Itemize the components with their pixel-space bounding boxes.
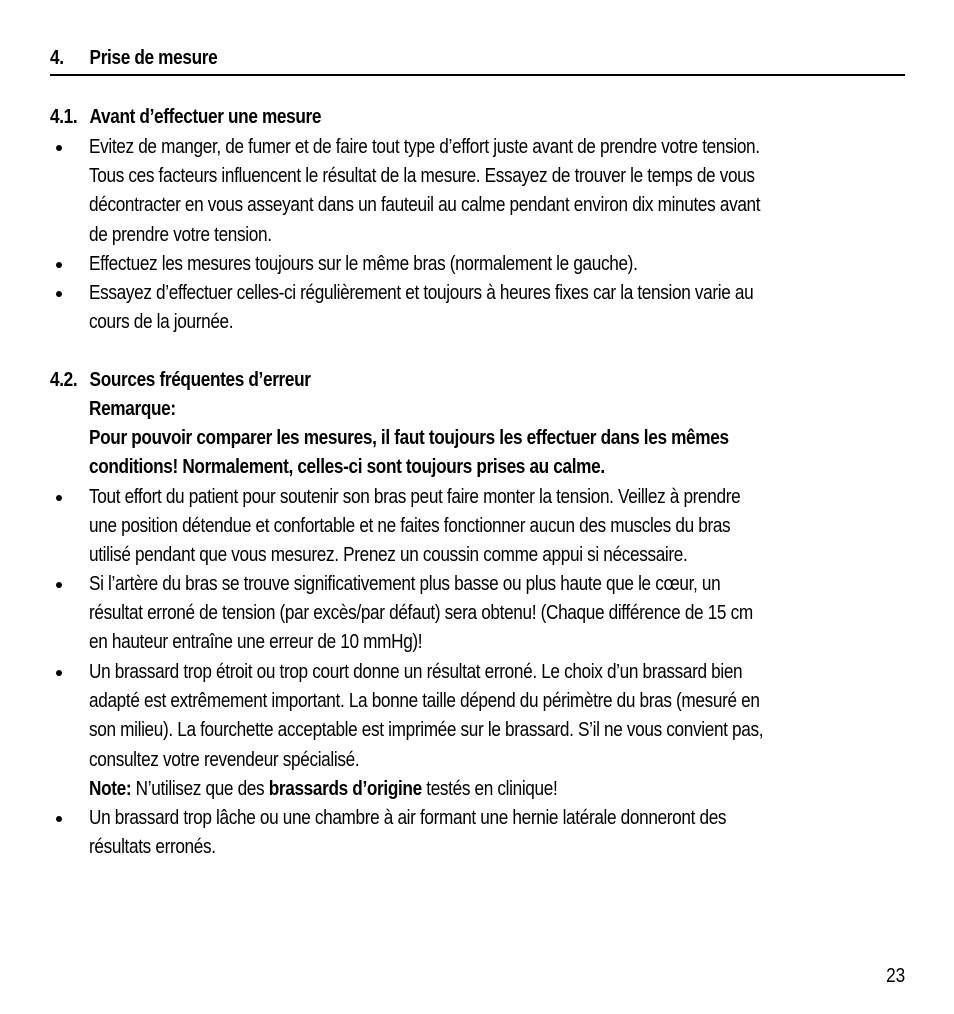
section-number: 4. [50,47,64,69]
note-line [89,775,763,804]
bullet-line: adapté est extrêmement important. La bonne taille dépend du périmètre du bras (mesuré en [89,690,760,713]
remark-line: conditions! Normalement, celles-ci sont toujours prises au calme. [89,456,605,479]
bullet-line: Evitez de manger, de fumer et de faire tout type d’effort juste avant de prendre votre tension. [89,136,760,158]
bullet-line: Un brassard trop étroit ou trop court donne un résultat erroné. Le choix d’un brassard bien [89,661,743,683]
note-emphasis: brassards d’origine [268,777,422,800]
bullet-line: Un brassard trop lâche ou une chambre à air formant une hernie latérale donneront des [89,807,727,829]
bullet-line: Tout effort du patient pour soutenir son bras peut faire monter la tension. Veillez à prendre [89,486,741,508]
bullet-icon [56,670,62,676]
bullet-line: résultat erroné de tension (par excès/par défaut) sera obtenu! (Chaque différence de 15 cm [89,602,753,625]
bullet-line: de prendre votre tension. [89,223,272,246]
bullet-icon [56,145,62,151]
subsection-title: Avant d’effectuer une mesure [89,106,322,128]
bullet-icon [56,816,62,822]
bullet-icon [56,291,62,297]
bullet-line: utilisé pendant que vous mesurez. Prenez un coussin comme appui si nécessaire. [89,544,688,567]
manual-page [50,0,905,1014]
remark-label: Remarque: [89,398,176,420]
bullet-icon [56,495,62,501]
bullet-icon [56,582,62,588]
subsection-number: 4.2. [50,369,78,391]
subsection-4-1-heading [50,103,365,132]
bullet-line: décontracter en vous asseyant dans un fauteuil au calme pendant environ dix minutes avant [89,194,761,217]
bullet-line: résultats erronés. [89,836,216,859]
bullet-line: Effectuez les mesures toujours sur le même bras (normalement le gauche). [89,253,638,275]
bullet-line: son milieu). La fourchette acceptable est imprimée sur le brassard. S’il ne vous convient pas, [89,719,764,742]
bullet-line: en hauteur entraîne une erreur de 10 mmHg)! [89,631,423,654]
subsection-number: 4.1. [50,106,78,128]
bullet-line: consultez votre revendeur spécialisé. [89,748,360,771]
remark-line: Pour pouvoir comparer les mesures, il faut toujours les effectuer dans les mêmes [89,427,729,450]
bullet-icon [56,262,62,268]
subsection-title: Sources fréquentes d’erreur [89,369,311,391]
bullet-line: Si l’artère du bras se trouve significativement plus basse ou plus haute que le cœur, un [89,573,721,595]
note-label: Note: [89,777,132,800]
bullet-line: Essayez d’effectuer celles-ci régulièrement et toujours à heures fixes car la tension varie au [89,282,754,304]
section-title: Prise de mesure [89,47,218,69]
bullet-line: cours de la journée. [89,311,234,334]
section-heading [50,44,905,76]
bullet-line: Tous ces facteurs influencent le résultat de la mesure. Essayez de trouver le temps de vous [89,165,755,188]
subsection-4-2-heading [50,366,353,395]
note-text: testés en clinique! [421,777,558,800]
page-number: 23 [885,965,905,987]
bullet-line: une position détendue et confortable et ne faites fonctionner aucun des muscles du bras [89,515,731,538]
note-text: N’utilisez que des [131,777,269,800]
